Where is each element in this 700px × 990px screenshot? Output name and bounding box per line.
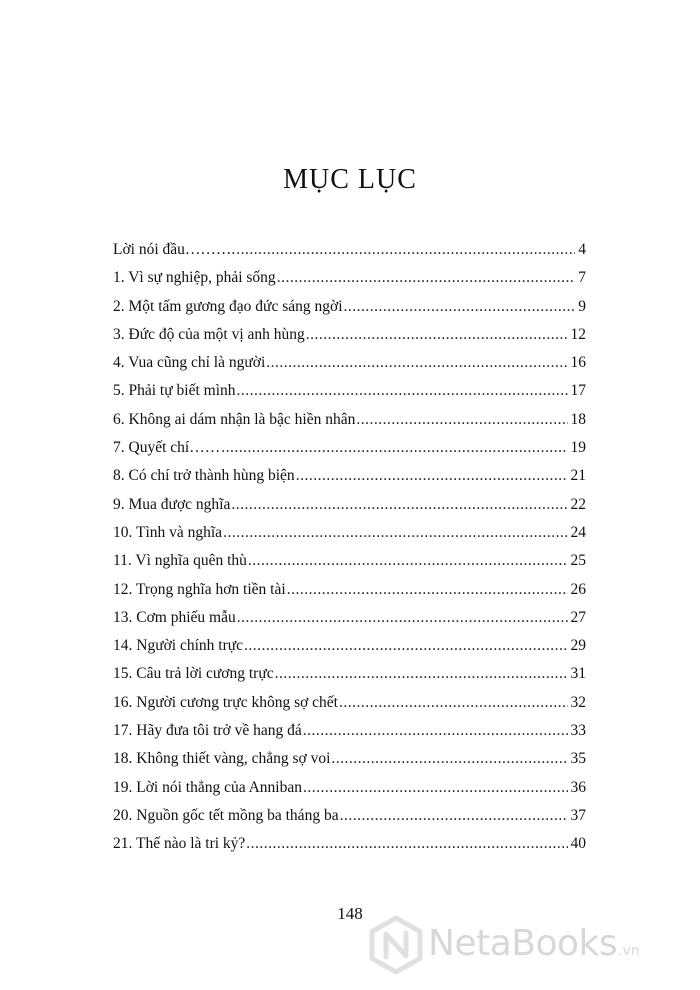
- toc-entry: [113, 410, 586, 438]
- toc-entry: [113, 466, 586, 494]
- toc-entry: [113, 268, 586, 296]
- toc-entry: [113, 438, 586, 466]
- toc-entry-page: 35: [570, 750, 586, 768]
- toc-entry: [113, 240, 586, 268]
- watermark: [366, 915, 696, 977]
- toc-entry-page: 32: [570, 693, 586, 711]
- toc-entry-page: 22: [570, 495, 586, 513]
- table-of-contents: [113, 240, 586, 863]
- toc-dot-leader: [296, 466, 568, 486]
- toc-entry-page: 24: [570, 523, 586, 541]
- toc-entry-page: 40: [570, 835, 586, 853]
- toc-dot-leader: [344, 297, 576, 317]
- toc-dot-leader: [306, 325, 568, 345]
- toc-dot-leader: [287, 580, 568, 600]
- toc-dot-leader: [236, 240, 575, 260]
- toc-entry: [113, 636, 586, 664]
- toc-entry: [113, 749, 586, 777]
- toc-dot-leader: [248, 551, 568, 571]
- toc-entry: [113, 580, 586, 608]
- toc-entry-label: 3. Đức độ của một vị anh hùng: [113, 325, 305, 343]
- toc-dot-leader: [231, 495, 567, 515]
- netabooks-logo-icon: [366, 915, 426, 975]
- toc-entry-label: 11. Vì nghĩa quên thù: [113, 552, 247, 570]
- toc-entry-label: 12. Trọng nghĩa hơn tiền tài: [113, 580, 286, 598]
- toc-entry-page: 17: [570, 382, 586, 400]
- toc-dot-leader: [339, 693, 568, 713]
- page-number: 148: [337, 904, 363, 923]
- toc-dot-leader: [275, 664, 568, 684]
- toc-dot-leader: [277, 268, 576, 288]
- toc-entry-label: 4. Vua cũng chỉ là người: [113, 354, 266, 372]
- toc-entry-label: 9. Mua được nghĩa: [113, 495, 231, 513]
- toc-entry: [113, 381, 586, 409]
- toc-entry-page: 27: [570, 608, 586, 626]
- toc-entry-label: 2. Một tấm gương đạo đức sáng ngời: [113, 297, 343, 315]
- toc-entry-page: 26: [570, 580, 586, 598]
- toc-entry: [113, 608, 586, 636]
- toc-entry-label: 1. Vì sự nghiệp, phải sống: [113, 269, 276, 287]
- toc-entry: [113, 353, 586, 381]
- toc-entry: [113, 523, 586, 551]
- toc-entry-page: 37: [570, 806, 586, 824]
- toc-entry-label: 14. Người chính trực: [113, 637, 244, 655]
- toc-entry-label: 19. Lời nói thẳng của Anniban: [113, 778, 302, 796]
- toc-dot-leader: [303, 721, 568, 741]
- toc-entry-page: 9: [578, 297, 586, 315]
- toc-dot-leader: [356, 410, 567, 430]
- page-title: MỤC LỤC: [283, 164, 417, 195]
- toc-entry: [113, 495, 586, 523]
- toc-entry-page: 36: [570, 778, 586, 796]
- toc-entry-label: 17. Hãy đưa tôi trở về hang đá: [113, 722, 302, 740]
- toc-entry-label: 21. Thế nào là tri kỷ?: [113, 835, 246, 853]
- toc-entry-page: 21: [570, 467, 586, 485]
- toc-entry: [113, 721, 586, 749]
- toc-entry-label: 10. Tình và nghĩa: [113, 523, 223, 541]
- toc-entry-page: 31: [570, 665, 586, 683]
- toc-entry-label: Lời nói đầu……….: [113, 241, 236, 258]
- toc-entry-label: 13. Cơm phiếu mẫu: [113, 608, 236, 626]
- toc-dot-leader: [223, 523, 567, 543]
- toc-entry-label: 5. Phải tự biết mình: [113, 382, 236, 400]
- watermark-text: NetaBooks.vn: [428, 923, 640, 964]
- toc-entry-page: 29: [570, 637, 586, 655]
- toc-entry: [113, 297, 586, 325]
- toc-entry: [113, 693, 586, 721]
- toc-entry: [113, 834, 586, 862]
- toc-entry-page: 18: [570, 410, 586, 428]
- toc-entry-page: 16: [570, 354, 586, 372]
- toc-entry-label: 7. Quyết chí……: [113, 439, 221, 457]
- toc-dot-leader: [340, 806, 568, 826]
- toc-entry: [113, 664, 586, 692]
- toc-entry: [113, 551, 586, 579]
- toc-dot-leader: [237, 381, 568, 401]
- toc-dot-leader: [221, 438, 567, 458]
- toc-dot-leader: [246, 834, 567, 854]
- toc-entry-page: 4: [578, 241, 586, 258]
- toc-dot-leader: [303, 778, 568, 798]
- toc-entry-page: 12: [570, 325, 586, 343]
- toc-entry-label: 16. Người cương trực không sợ chết: [113, 693, 338, 711]
- toc-entry: [113, 778, 586, 806]
- toc-entry-label: 8. Có chí trở thành hùng biện: [113, 467, 295, 485]
- toc-entry-page: 7: [578, 269, 586, 287]
- toc-entry-page: 25: [570, 552, 586, 570]
- toc-dot-leader: [244, 636, 567, 656]
- toc-dot-leader: [266, 353, 567, 373]
- toc-entry-label: 20. Nguồn gốc tết mồng ba tháng ba: [113, 806, 339, 824]
- toc-entry-label: 6. Không ai dám nhận là bậc hiền nhân: [113, 410, 356, 428]
- toc-entry-label: 18. Không thiết vàng, chẳng sợ voi: [113, 750, 331, 768]
- toc-entry-page: 33: [570, 722, 586, 740]
- toc-entry-page: 19: [570, 439, 586, 457]
- toc-entry-label: 15. Câu trả lời cương trực: [113, 665, 274, 683]
- toc-entry: [113, 325, 586, 353]
- toc-dot-leader: [331, 749, 567, 769]
- toc-dot-leader: [237, 608, 568, 628]
- toc-entry: [113, 806, 586, 834]
